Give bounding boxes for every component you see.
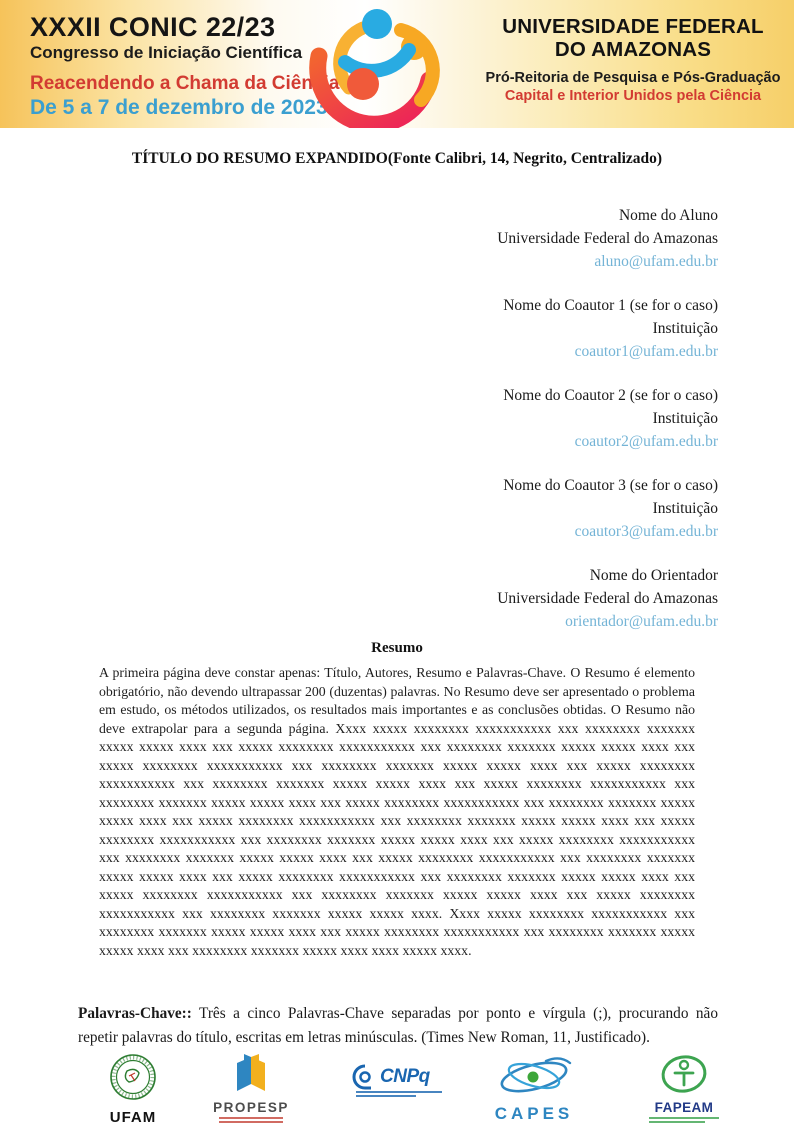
author-email [497, 610, 718, 633]
propesp-label: PROPESP [213, 1100, 289, 1115]
email-link[interactable]: coautor1@ufam.edu.br [574, 343, 718, 360]
event-date: De 5 a 7 de dezembro de 2023 [30, 96, 328, 120]
author-affiliation: Instituição [652, 320, 718, 337]
author-block-orientador [497, 564, 718, 633]
fapeam-label: FAPEAM [654, 1100, 714, 1115]
resumo-paragraph: A primeira página deve constar apenas: Título, Autores, Resumo e Palavras-Chave. O Resumo é elemento obrigatório, não devendo ultrapassar 200 (duzentas) palavras. No Resumo deve ser apresentado o problema em estudo, os métodos utilizados, os resultados mais importantes e as conclusões obtidas. O Resumo não deve extrapolar para a segunda página. Xxxx xxxxx xxxxxxxx xxxxxxxxxxx xxx xxxxxxxx xxxxxxx xxxxx xxxxx xxxx xxx xxxxx xxxxxxxx xxxxxxxxxxx xxx xxxxxxxx xxxxxxx xxxxx xxxxx xxxx xxx xxxxx xxxxxxxx xxxxxxxxxxx xxx xxxxxxxx xxxxxxx xxxxx xxxxx xxxx xxx xxxxx xxxxxxxx xxxxxxxxxxx xxx xxxxxxxx xxxxxxx xxxxx xxxxx xxxx xxx xxxxx xxxxxxxx xxxxxxxxxxx xxx xxxxxxxx xxxxxxx xxxxx xxxxx xxxx xxx xxxxx xxxxxxxx xxxxxxxxxxx xxx xxxxxxxx xxxxxxx xxxxx xxxxx xxxx xxx xxxxx xxxxxxxx xxxxxxxxxxx xxx xxxxxxxx xxxxxxx xxxxx xxxxx xxxx xxx xxxxx xxxxxxxx xxxxxxxxxxx xxx xxxxxxxx xxxxxxx xxxxx xxxxx xxxx xxx xxxxx xxxxxxxx xxxxxxxxxxx xxx xxxxxxxx xxxxxxx xxxxx xxxxx xxxx xxx xxxxx xxxxxxxx xxxxxxxxxxx xxx xxxxxxxx xxxxxxx xxxxx xxxxx xxxx xxx xxxxx xxxxxxxx xxxxxxxxxxx xxx xxxxxxxx xxxxxxx xxxxx xxxxx xxxx xxx xxxxx xxxxxxxx xxxxxxxxxxx xxx xxxxxxxx xxxxxxx xxxxx xxxxx xxxx xxx xxxxx xxxxxxxx xxxxxxxxxxx xxx xxxxxxxx xxxxxxx xxxxx xxxxx xxxx. Xxxx xxxxx xxxxxxxx xxxxxxxxxxx xxx xxxxxxxx xxxxxxx xxxxx xxxxx xxxx xxx xxxxx xxxxxxxx xxxxxxxxxxx xxx xxxxxxxx xxxxxxx xxxxx xxxxx xxxx xxx xxxxxxxx xxxxxxx xxxxx xxxx xxxx xxxxx xxxx. [99, 665, 695, 958]
author-affiliation: Instituição [652, 500, 718, 517]
page-title: TÍTULO DO RESUMO EXPANDIDO(Fonte Calibri, 14, Negrito, Centralizado) [131, 150, 663, 167]
fapeam-subtext-lines [649, 1117, 719, 1123]
university-name [480, 16, 786, 61]
ufam-logo [95, 1053, 171, 1123]
resumo-heading: Resumo [371, 640, 423, 656]
author-name: Nome do Coautor 2 (se for o caso) [503, 387, 718, 404]
propesp-logo [198, 1053, 304, 1123]
keywords-label: Palavras-Chave:: [78, 1005, 192, 1022]
ufam-label: UFAM [109, 1109, 157, 1123]
cnpq-head-icon [352, 1064, 378, 1090]
author-email [497, 430, 718, 453]
cnpq-logo [352, 1064, 464, 1099]
keywords-text: Três a cinco Palavras-Chave separadas por ponto e vírgula (;), procurando não repetir palavras do título, escritas em letras minúsculas. (Times New Roman, 11, Justificado). [78, 1005, 718, 1046]
cnpq-subtext-lines [356, 1091, 442, 1097]
author-email [497, 520, 718, 543]
author-block-coautor2 [497, 384, 718, 453]
cnpq-label: CNPq [380, 1066, 430, 1087]
author-affiliation: Instituição [652, 410, 718, 427]
event-slogan: Reacendendo a Chama da Ciência [30, 73, 340, 95]
fapeam-person-icon [654, 1053, 714, 1095]
capes-label: CAPES [494, 1104, 574, 1123]
email-link[interactable]: coautor2@ufam.edu.br [574, 433, 718, 450]
author-block-aluno [497, 204, 718, 273]
author-block-coautor3 [497, 474, 718, 543]
author-name: Nome do Orientador [589, 567, 718, 584]
event-banner [0, 0, 794, 128]
author-affiliation: Universidade Federal do Amazonas [497, 230, 718, 247]
author-name: Nome do Aluno [618, 207, 718, 224]
conic-people-logo-icon [303, 0, 449, 128]
propesp-subtext-lines [219, 1117, 283, 1123]
author-name: Nome do Coautor 1 (se for o caso) [503, 297, 718, 314]
keywords-paragraph [78, 1002, 718, 1050]
author-email [497, 250, 718, 273]
university-slogan: Capital e Interior Unidos pela Ciência [504, 88, 762, 105]
email-link[interactable]: orientador@ufam.edu.br [565, 613, 718, 630]
authors-list [497, 204, 718, 654]
author-name: Nome do Coautor 3 (se for o caso) [503, 477, 718, 494]
fapeam-logo [636, 1053, 732, 1123]
university-name-line2: DO AMAZONAS [554, 37, 712, 61]
propesp-book-icon [225, 1053, 277, 1095]
email-link[interactable]: coautor3@ufam.edu.br [574, 523, 718, 540]
author-block-coautor1 [497, 294, 718, 363]
banner-left-block [30, 13, 339, 120]
capes-orbits-icon [486, 1055, 582, 1099]
email-link[interactable]: aluno@ufam.edu.br [594, 253, 718, 270]
university-name-line1: UNIVERSIDADE FEDERAL [502, 15, 764, 38]
author-affiliation: Universidade Federal do Amazonas [497, 590, 718, 607]
cnpq-row [352, 1064, 464, 1090]
event-subtitle: Congresso de Iniciação Científica [30, 43, 303, 63]
capes-logo [476, 1055, 592, 1123]
author-email [497, 340, 718, 363]
university-subtitle: Pró-Reitoria de Pesquisa e Pós-Graduação [485, 70, 781, 87]
event-title: XXXII CONIC 22/23 [30, 12, 276, 42]
banner-right-block [480, 16, 786, 104]
ufam-seal-icon [107, 1053, 159, 1103]
